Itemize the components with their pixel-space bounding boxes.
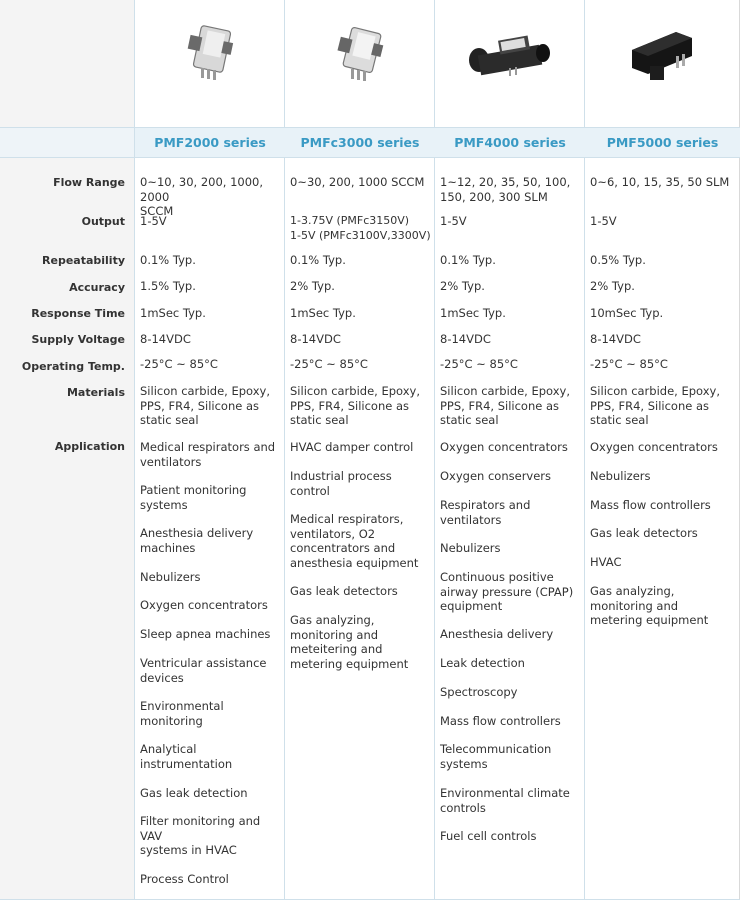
application-item: Gas analyzing, monitoring and meteitering and metering equipment xyxy=(290,613,409,671)
row-label-materials: Materials xyxy=(66,386,125,399)
cell-supply-voltage: 8-14VDC xyxy=(290,332,341,346)
application-item: Nebulizers xyxy=(440,541,501,555)
application-item: Anesthesia delivery xyxy=(440,627,554,641)
application-item: Fuel cell controls xyxy=(440,829,537,843)
application-item: HVAC damper control xyxy=(290,440,414,454)
cell-operating-temp: -25°C ~ 85°C xyxy=(140,357,218,371)
cell-output: 1-3.75V (PMFc3150V) 1-5V (PMFc3100V,3300V) xyxy=(290,214,431,242)
row-label-supply-voltage: Supply Voltage xyxy=(31,333,125,346)
cell-operating-temp: -25°C ~ 85°C xyxy=(440,357,518,371)
pmfc3000-sensor-image xyxy=(285,20,435,110)
application-item: Gas analyzing, monitoring and metering equipment xyxy=(590,584,709,627)
application-item: Leak detection xyxy=(440,656,525,670)
application-item: Mass flow controllers xyxy=(590,498,711,512)
cell-repeatability: 0.1% Typ. xyxy=(290,253,346,267)
row-label-response-time: Response Time xyxy=(31,307,125,320)
cell-operating-temp: -25°C ~ 85°C xyxy=(290,357,368,371)
cell-output: 1-5V xyxy=(140,214,167,228)
cell-repeatability: 0.1% Typ. xyxy=(440,253,496,267)
application-item: Gas leak detection xyxy=(140,786,248,800)
pmf2000-sensor-image xyxy=(135,20,285,110)
row-label-accuracy: Accuracy xyxy=(69,281,125,294)
cell-response-time: 1mSec Typ. xyxy=(290,306,356,320)
cell-materials: Silicon carbide, Epoxy, PPS, FR4, Silicone as static seal xyxy=(440,384,570,427)
cell-materials: Silicon carbide, Epoxy, PPS, FR4, Silicone as static seal xyxy=(290,384,420,427)
application-item: Industrial process control xyxy=(290,469,392,498)
application-item: Environmental climate controls xyxy=(440,786,570,815)
cell-response-time: 10mSec Typ. xyxy=(590,306,664,320)
cell-supply-voltage: 8-14VDC xyxy=(590,332,641,346)
application-item: Oxygen concentrators xyxy=(140,598,268,612)
application-item: Mass flow controllers xyxy=(440,714,561,728)
cell-flow-range: 0~30, 200, 1000 SCCM xyxy=(290,175,425,189)
application-item: Process Control xyxy=(140,872,229,886)
application-item: Patient monitoring systems xyxy=(140,483,247,512)
application-item: Nebulizers xyxy=(590,469,651,483)
application-item: Telecommunication systems xyxy=(440,742,552,771)
application-item: Ventricular assistance devices xyxy=(140,656,267,685)
row-label-operating-temp: Operating Temp. xyxy=(21,360,125,373)
row-label-application: Application xyxy=(54,440,125,453)
application-item: HVAC xyxy=(590,555,622,569)
application-item: Continuous positive airway pressure (CPAP) equipment xyxy=(440,570,574,613)
series-title: PMF4000 series xyxy=(454,135,566,150)
row-label-repeatability: Repeatability xyxy=(42,254,125,267)
application-item: Oxygen concentrators xyxy=(440,440,568,454)
application-item: Medical respirators, ventilators, O2 concentrators and anesthesia equipment xyxy=(290,512,419,570)
application-item: Gas leak detectors xyxy=(290,584,398,598)
pmf4000-sensor-image xyxy=(435,20,585,110)
row-label-flow-range: Flow Range xyxy=(53,176,125,189)
series-title: PMF2000 series xyxy=(154,135,266,150)
application-item: Anesthesia delivery machines xyxy=(140,526,254,555)
application-item: Filter monitoring and VAV systems in HVAC xyxy=(140,814,261,857)
application-item: Environmental monitoring xyxy=(140,699,224,728)
cell-operating-temp: -25°C ~ 85°C xyxy=(590,357,668,371)
series-title: PMF5000 series xyxy=(606,135,719,150)
application-item: Analytical instrumentation xyxy=(140,742,233,771)
series-title: PMFc3000 series xyxy=(300,135,420,150)
pmf5000-sensor-image xyxy=(585,20,735,110)
cell-supply-voltage: 8-14VDC xyxy=(440,332,491,346)
cell-response-time: 1mSec Typ. xyxy=(140,306,206,320)
application-item: Medical respirators and ventilators xyxy=(140,440,276,469)
application-item: Spectroscopy xyxy=(440,685,518,699)
application-item: Nebulizers xyxy=(140,570,201,584)
application-item: Oxygen conservers xyxy=(440,469,552,483)
cell-flow-range: 1~12, 20, 35, 50, 100, 150, 200, 300 SLM xyxy=(440,175,571,204)
cell-output: 1-5V xyxy=(440,214,467,228)
cell-accuracy: 2% Typ. xyxy=(440,279,485,293)
application-item: Respirators and ventilators xyxy=(440,498,531,527)
cell-flow-range: 0~10, 30, 200, 1000, 2000 SCCM xyxy=(140,175,264,218)
row-label-output: Output xyxy=(81,215,125,228)
application-item: Sleep apnea machines xyxy=(140,627,271,641)
cell-repeatability: 0.5% Typ. xyxy=(590,253,646,267)
cell-supply-voltage: 8-14VDC xyxy=(140,332,191,346)
cell-accuracy: 1.5% Typ. xyxy=(140,279,196,293)
cell-accuracy: 2% Typ. xyxy=(590,279,635,293)
cell-output: 1-5V xyxy=(590,214,617,228)
cell-flow-range: 0~6, 10, 15, 35, 50 SLM xyxy=(590,175,730,189)
application-item: Oxygen concentrators xyxy=(590,440,718,454)
cell-accuracy: 2% Typ. xyxy=(290,279,335,293)
cell-response-time: 1mSec Typ. xyxy=(440,306,506,320)
cell-materials: Silicon carbide, Epoxy, PPS, FR4, Silicone as static seal xyxy=(590,384,720,427)
application-item: Gas leak detectors xyxy=(590,526,698,540)
cell-repeatability: 0.1% Typ. xyxy=(140,253,196,267)
cell-materials: Silicon carbide, Epoxy, PPS, FR4, Silicone as static seal xyxy=(140,384,270,427)
